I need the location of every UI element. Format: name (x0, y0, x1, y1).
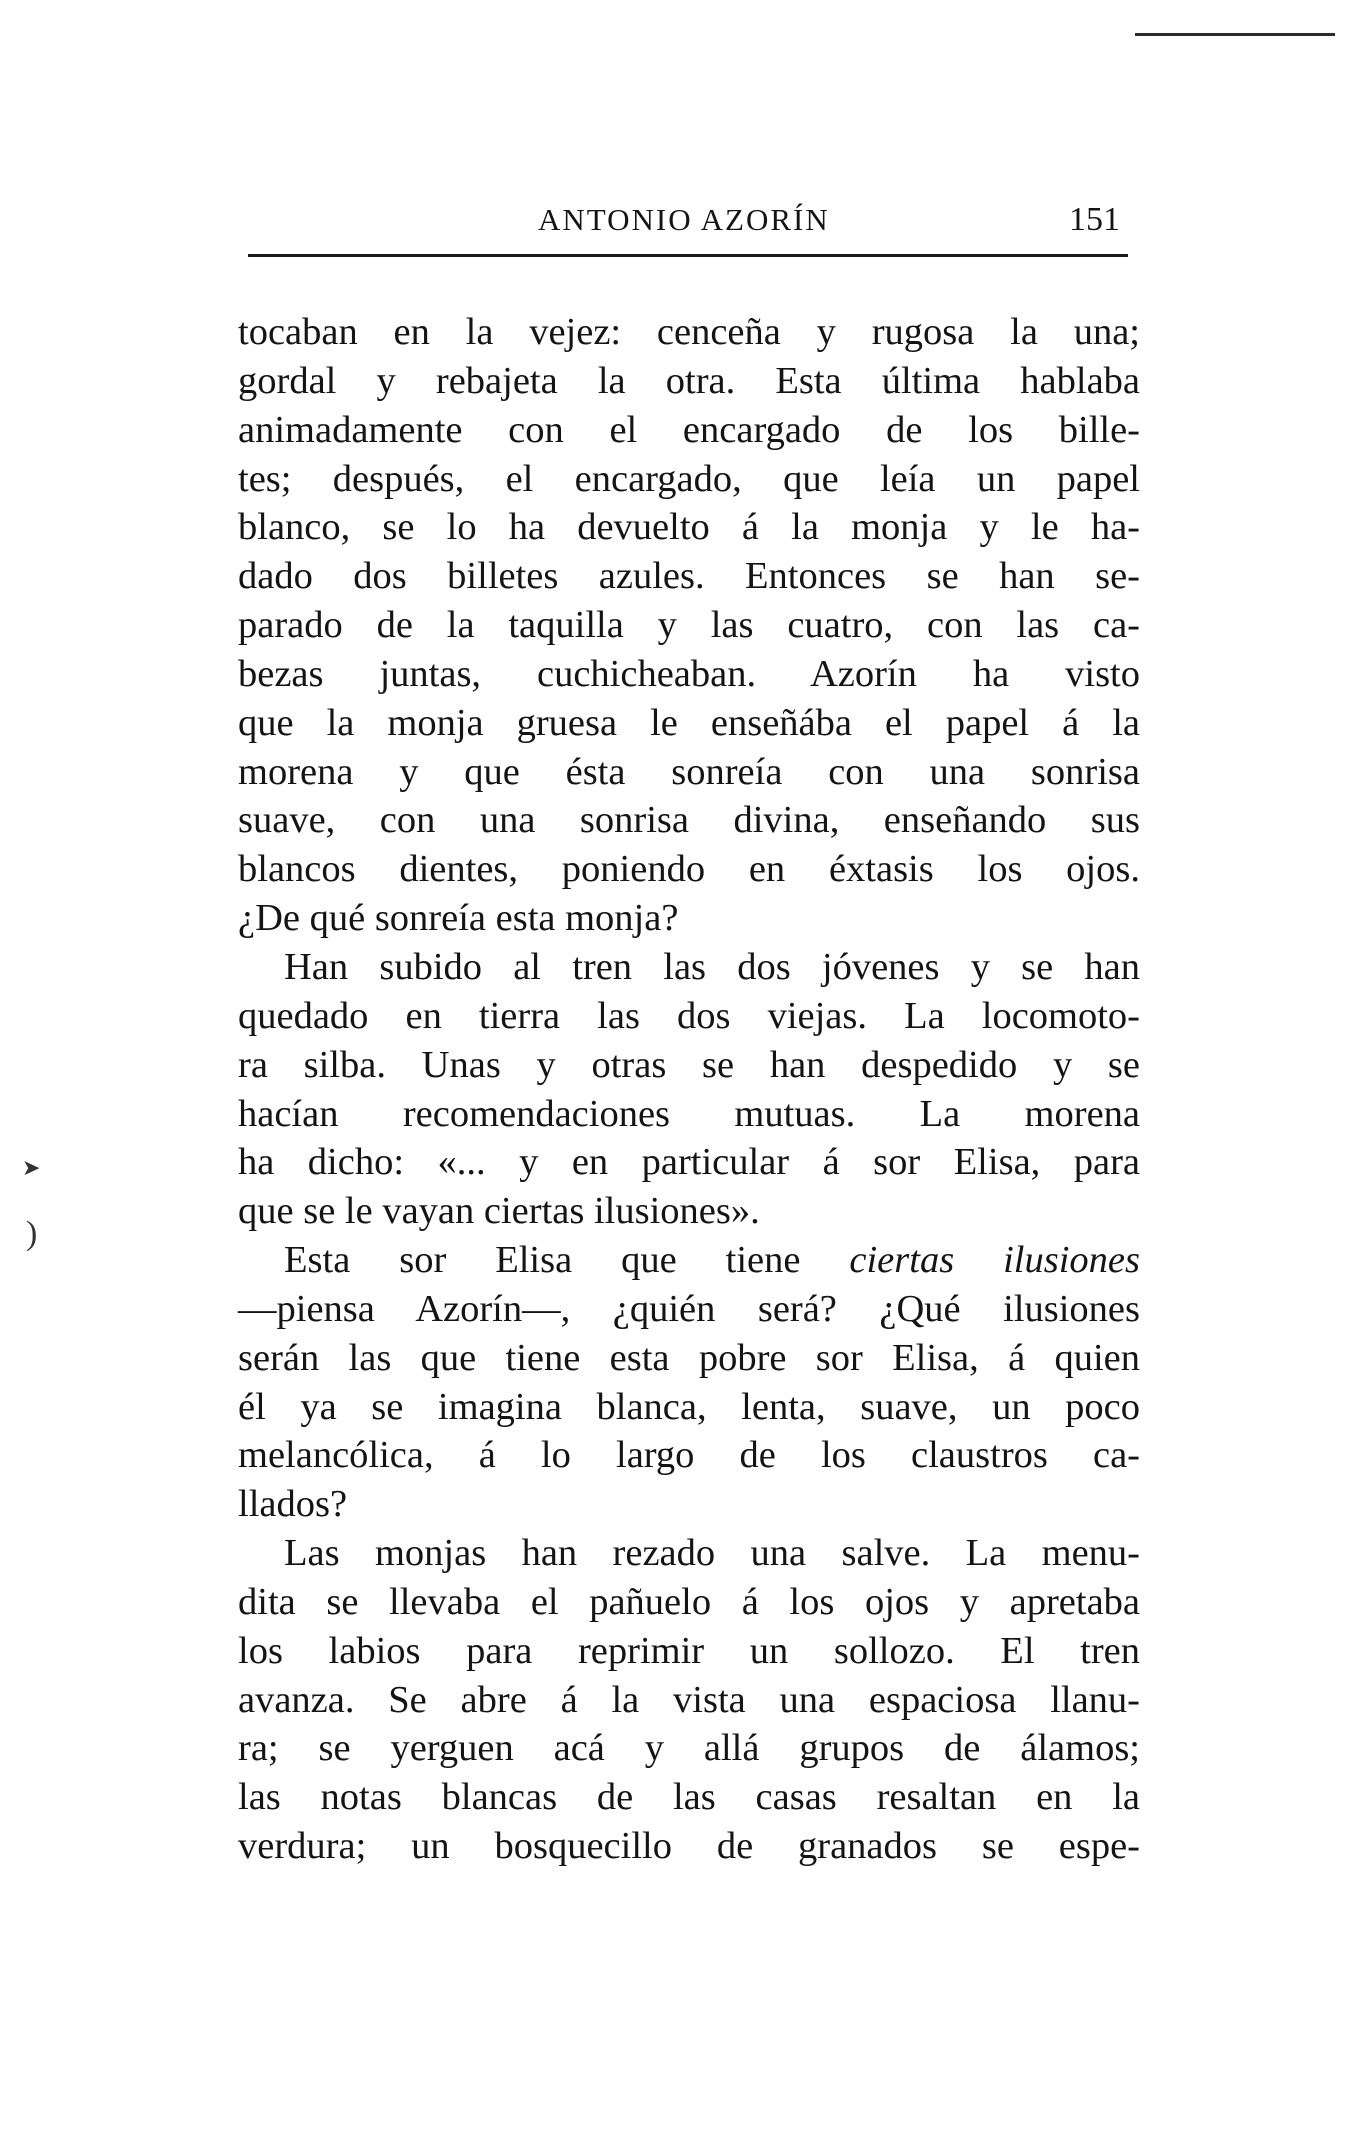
paragraph-start-line (238, 1236, 1140, 1285)
text-line: gordal y rebajeta la otra. Esta última hablaba (238, 359, 1140, 402)
text-line: blanco, se lo ha devuelto á la monja y le ha- (238, 506, 1140, 549)
text-line: ra silba. Unas y otras se han despedido y se (238, 1043, 1140, 1086)
text-line: que la monja gruesa le enseñába el papel á la (238, 701, 1140, 744)
text-line: animadamente con el encargado de los bille- (238, 408, 1140, 451)
text-line: ¿De qué sonreía esta monja? (238, 897, 679, 940)
text-line: tocaban en la vejez: cenceña y rugosa la una; (238, 311, 1140, 353)
text-line: llados? (238, 1483, 348, 1526)
text-line: melancólica, á lo largo de los claustros ca- (238, 1434, 1140, 1477)
margin-arrow-mark: ➤ (22, 1155, 41, 1180)
text-line: bezas juntas, cuchicheaban. Azorín ha visto (238, 652, 1140, 695)
text-line: hacían recomendaciones mutuas. La morena (238, 1092, 1140, 1135)
text-segment: Esta sor Elisa que tiene (284, 1239, 801, 1282)
text-line: tes; después, el encargado, que leía un papel (238, 457, 1140, 500)
margin-brace-mark: ) (26, 1215, 38, 1252)
italic-phrase: ciertas ilusiones (849, 1239, 1140, 1282)
page-number: 151 (1069, 201, 1120, 238)
text-line: que se le vayan ciertas ilusiones». (238, 1190, 760, 1233)
text-line: ha dicho: «... y en particular á sor Elisa, para (238, 1141, 1140, 1184)
text-line: verdura; un bosquecillo de granados se espe- (238, 1825, 1140, 1868)
running-title: ANTONIO AZORÍN (538, 202, 830, 237)
text-line: serán las que tiene esta pobre sor Elisa, á quien (238, 1336, 1140, 1379)
text-line: dita se llevaba el pañuelo á los ojos y apretaba (238, 1580, 1140, 1623)
body-text (238, 308, 1140, 1871)
text-line: avanza. Se abre á la vista una espaciosa llanu- (238, 1678, 1140, 1721)
text-line: parado de la taquilla y las cuatro, con las ca- (238, 604, 1140, 647)
text-line: suave, con una sonrisa divina, enseñando sus (238, 799, 1140, 842)
text-line: morena y que ésta sonreía con una sonrisa (238, 750, 1140, 793)
text-line: los labios para reprimir un sollozo. El tren (238, 1629, 1140, 1672)
page-header (248, 198, 1128, 257)
paragraph-start-line: Las monjas han rezado una salve. La menu- (284, 1532, 1140, 1575)
text-line: quedado en tierra las dos viejas. La locomoto- (238, 994, 1140, 1037)
paragraph-start-line: Han subido al tren las dos jóvenes y se han (284, 945, 1140, 988)
text-line: —piensa Azorín—, ¿quién será? ¿Qué ilusiones (238, 1287, 1140, 1330)
corner-rule (1135, 33, 1335, 36)
text-line: las notas blancas de las casas resaltan en la (238, 1776, 1140, 1819)
text-line: blancos dientes, poniendo en éxtasis los ojos. (238, 848, 1140, 891)
text-line: dado dos billetes azules. Entonces se han se- (238, 555, 1140, 598)
text-line: él ya se imagina blanca, lenta, suave, un poco (238, 1385, 1140, 1428)
text-line: ra; se yerguen acá y allá grupos de álamos; (238, 1727, 1140, 1770)
